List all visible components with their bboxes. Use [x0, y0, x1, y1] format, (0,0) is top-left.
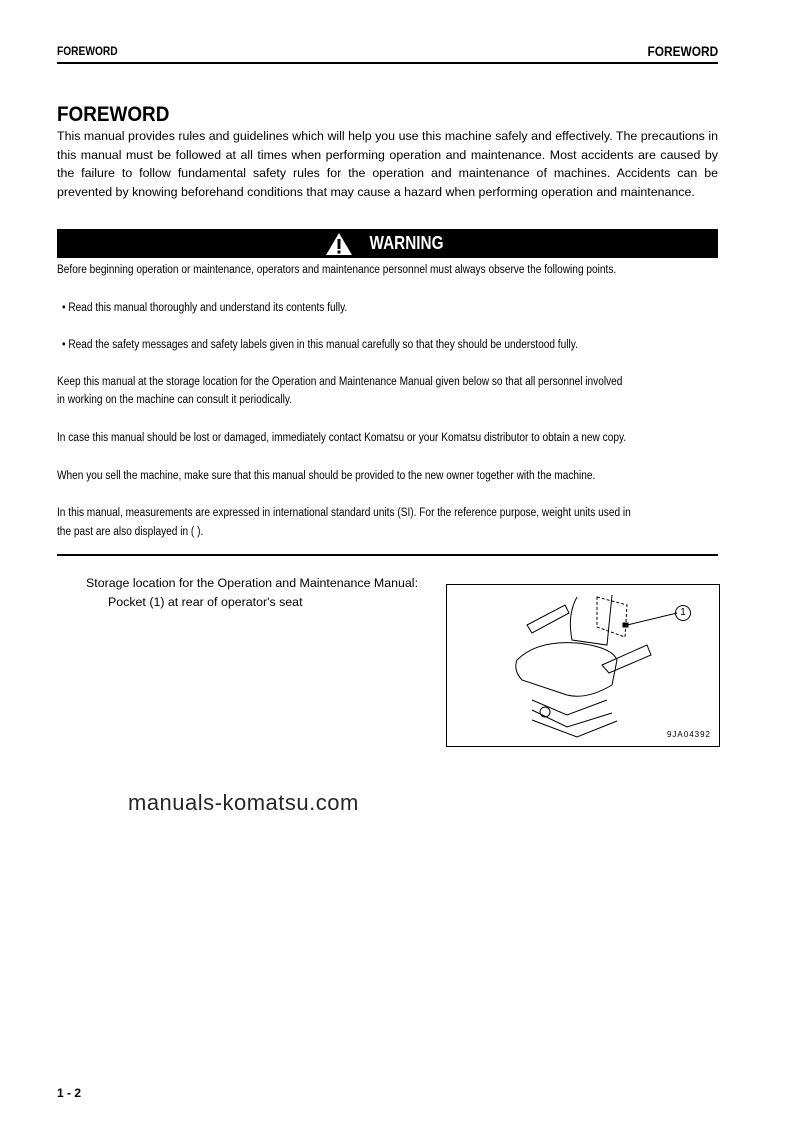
page-number: 1 - 2	[57, 1086, 82, 1100]
lost-text: In case this manual should be lost or damaged, immediately contact Komatsu or your Komatsu distributor to obtain a new copy.	[57, 432, 627, 444]
si-text-1: In this manual, measurements are expressed in international standard units (SI). For the reference purpose, weight units used in	[57, 507, 631, 519]
header-right: FOREWORD	[647, 43, 718, 59]
storage-line-1: Storage location for the Operation and Maintenance Manual:	[86, 576, 419, 590]
header-rule	[57, 62, 718, 64]
header-left: FOREWORD	[57, 44, 118, 58]
sell-text: When you sell the machine, make sure that this manual should be provided to the new owner together with the machine.	[57, 470, 596, 482]
callout-1: 1	[675, 605, 691, 621]
keep-text-2: in working on the machine can consult it periodically.	[57, 394, 292, 406]
bullet-text: Read this manual thoroughly and understand its contents fully.	[68, 302, 348, 314]
points-lead: Before beginning operation or maintenance, operators and maintenance personnel must always observe the following points.	[57, 264, 617, 276]
figure-code: 9JA04392	[666, 730, 711, 739]
warning-label: WARNING	[369, 233, 444, 253]
bullet-text: Read the safety messages and safety labels given in this manual carefully so that they should be understood fully.	[68, 339, 578, 351]
page-title: FOREWORD	[57, 103, 170, 126]
bullet-item: • Read the safety messages and safety labels given in this manual carefully so that they should be understood fully.	[62, 339, 578, 351]
intro-paragraph: This manual provides rules and guidelines which will help you use this machine safely and effectively. The precautions in this manual must be followed at all times when performing operation and maintenance. Most accidents are caused by the failure to follow fundamental safety rules for the operation and maintenance of machines. Accidents can be prevented by knowing beforehand conditions that may cause a hazard when performing operation and maintenance.	[57, 129, 718, 200]
storage-line-2: Pocket (1) at rear of operator's seat	[108, 595, 303, 609]
seat-figure	[446, 584, 720, 747]
warning-banner	[57, 229, 718, 258]
section-rule	[57, 554, 718, 556]
warning-triangle-icon	[325, 232, 353, 256]
si-text-2: the past are also displayed in ( ).	[57, 526, 204, 538]
bullet-item: • Read this manual thoroughly and understand its contents fully.	[62, 302, 348, 314]
keep-text-1: Keep this manual at the storage location for the Operation and Maintenance Manual given below so that all personnel involved	[57, 376, 623, 388]
watermark: manuals-komatsu.com	[128, 790, 359, 815]
